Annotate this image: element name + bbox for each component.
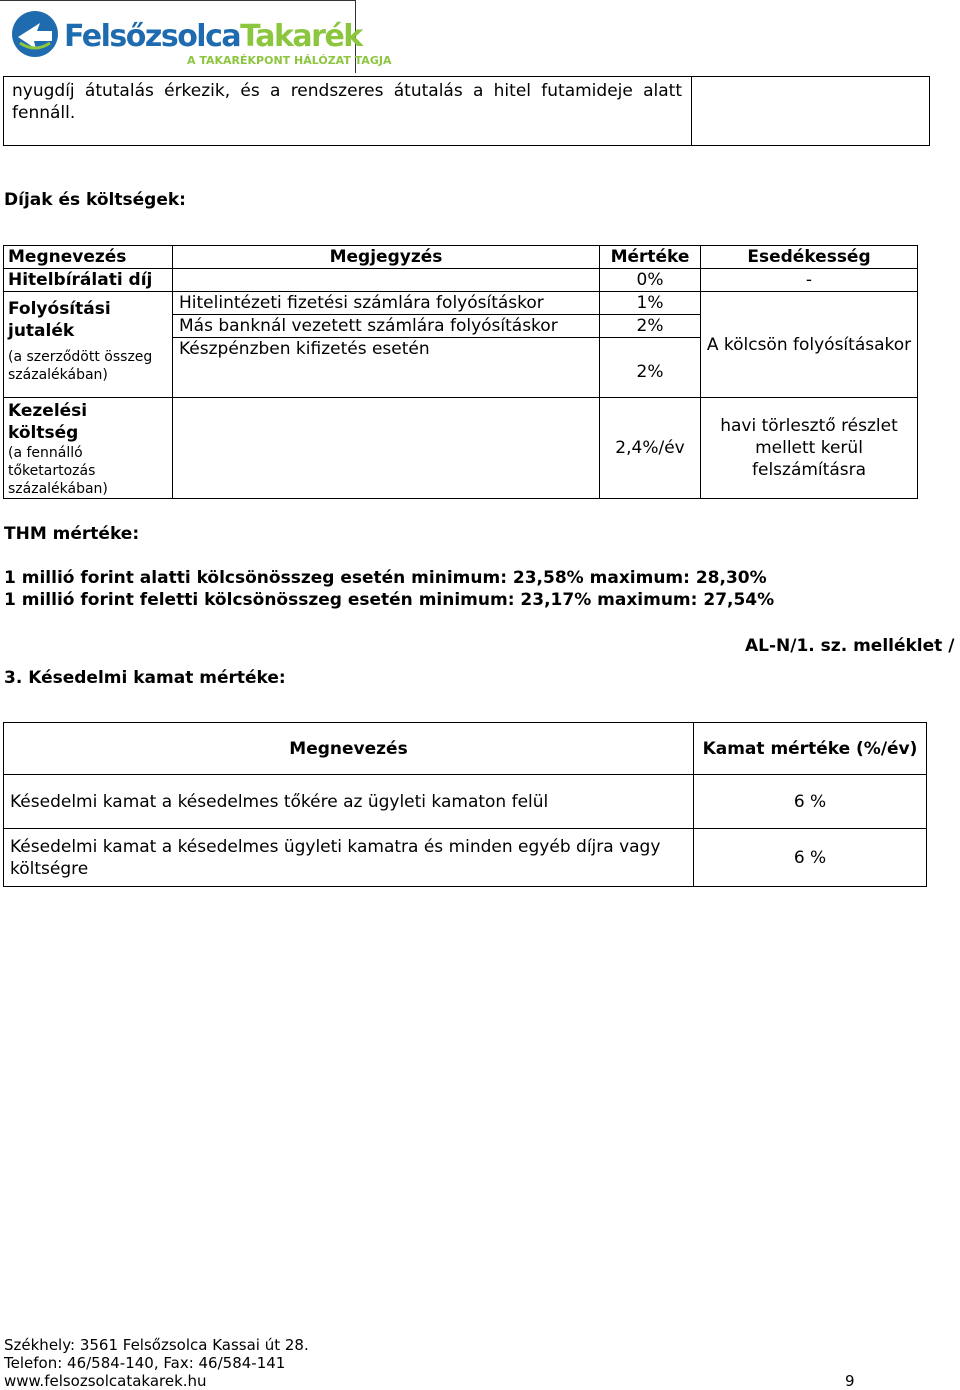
table-row [4,775,927,829]
late-row-1-name: Késedelmi kamat a késedelmes tőkére az ügyleti kamaton felül [4,775,694,829]
handling-due: havi törlesztő részlet mellett kerül felszámításra [701,398,918,499]
brand-name [64,19,362,54]
table-header-row [4,723,927,775]
disbursement-note: (a szerződött összeg százalékában) [8,349,153,383]
disbursement-due: A kölcsön folyósításakor [701,292,918,398]
page-number: 9 [845,1372,855,1390]
handling-note: (a fennálló tőketartozás százalékában) [8,445,108,497]
late-interest-title: 3. Késedelmi kamat mértéke: [4,668,286,688]
footer-website[interactable]: www.felsozsolcatakarek.hu [4,1372,207,1390]
col-header-due: Esedékesség [701,246,918,269]
handling-name: Kezelési költség [8,401,88,443]
continuation-box [3,76,930,146]
handling-rate: 2,4%/év [600,398,701,499]
thm-line-2: 1 millió forint feletti kölcsönösszeg esetén minimum: 23,17% maximum: 27,54% [4,590,775,610]
handling-name-cell [4,398,173,499]
footer-address: Székhely: 3561 Felsőzsolca Kassai út 28. [4,1336,309,1354]
handling-remark [173,398,600,499]
annex-reference: AL-N/1. sz. melléklet / [745,636,955,656]
late-col-header-rate: Kamat mértéke (%/év) [694,723,927,775]
disbursement-remark-3: Készpénzben kifizetés esetén [173,338,600,398]
table-row [4,292,918,315]
logo-arrow-icon [10,9,60,59]
table-row [4,269,918,292]
continuation-divider [691,77,692,145]
footer-phone: Telefon: 46/584-140, Fax: 46/584-141 [4,1354,286,1372]
col-header-name: Megnevezés [4,246,173,269]
disbursement-name: Folyósítási jutalék [8,299,111,341]
appraisal-due: - [701,269,918,292]
brand-tagline: A TAKARÉKPONT HÁLÓZAT TAGJA [187,54,392,67]
appraisal-name: Hitelbírálati díj [4,269,173,292]
disbursement-rate-2: 2% [600,315,701,338]
disbursement-name-cell [4,292,173,398]
appraisal-rate: 0% [600,269,701,292]
table-row [4,829,927,887]
table-row [4,398,918,499]
disbursement-rate-1: 1% [600,292,701,315]
disbursement-rate-3: 2% [600,338,701,398]
col-header-rate: Mértéke [600,246,701,269]
late-row-2-rate: 6 % [694,829,927,887]
late-row-1-rate: 6 % [694,775,927,829]
late-col-header-name: Megnevezés [4,723,694,775]
table-header-row [4,246,918,269]
continuation-text: nyugdíj átutalás érkezik, és a rendszeres átutalás a hitel futamideje alatt fennáll. [12,81,682,123]
fees-title: Díjak és költségek: [4,190,186,210]
col-header-remark: Megjegyzés [173,246,600,269]
thm-title: THM mértéke: [4,524,140,544]
fees-table [3,245,918,499]
late-interest-table [3,722,927,887]
brand-logo [0,0,392,73]
disbursement-remark-2: Más banknál vezetett számlára folyósításkor [173,315,600,338]
appraisal-remark [173,269,600,292]
late-row-2-name: Késedelmi kamat a késedelmes ügyleti kamatra és minden egyéb díjra vagy költségre [4,829,694,887]
brand-suffix: Takarék [240,19,362,54]
brand-prefix: Felsőzsolca [64,19,241,54]
disbursement-remark-1: Hitelintézeti fizetési számlára folyósításkor [173,292,600,315]
thm-line-1: 1 millió forint alatti kölcsönösszeg esetén minimum: 23,58% maximum: 28,30% [4,568,767,588]
